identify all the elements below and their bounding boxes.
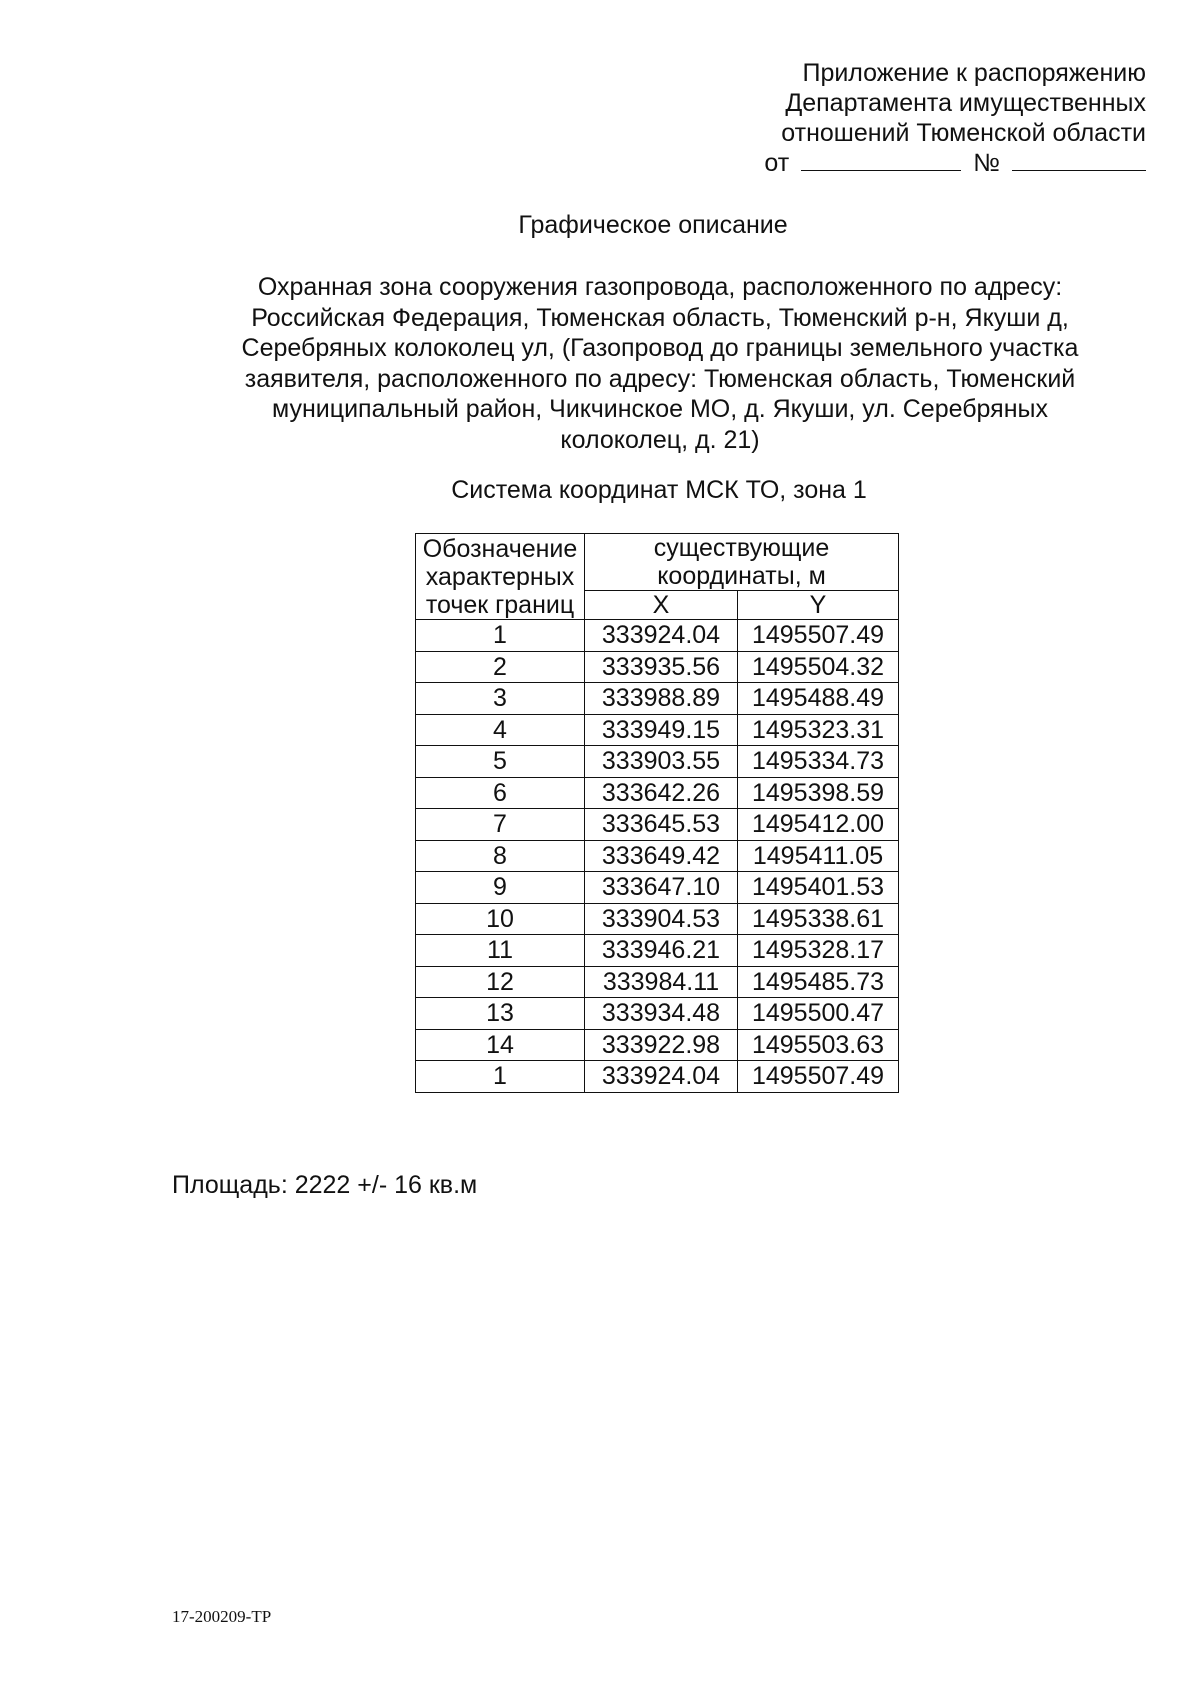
cell-point: 6 xyxy=(416,777,585,809)
header-line-1: Приложение к распоряжению xyxy=(802,59,1146,87)
coordinates-table xyxy=(415,533,899,1093)
cell-y: 1495412.00 xyxy=(738,809,899,841)
cell-point: 11 xyxy=(416,935,585,967)
table-row xyxy=(416,872,899,904)
point-designation-header xyxy=(416,534,585,620)
header-line-4 xyxy=(764,148,1146,178)
cell-y: 1495323.31 xyxy=(738,714,899,746)
header-text-line: точек границ xyxy=(425,590,575,619)
cell-point: 7 xyxy=(416,809,585,841)
cell-point: 13 xyxy=(416,998,585,1030)
from-label: от xyxy=(764,149,790,177)
description-line: Серебряных колоколец ул, (Газопровод до границы земельного участка xyxy=(241,334,1079,362)
description-line: Российская Федерация, Тюменская область, Тюменский р-н, Якуши д, xyxy=(251,303,1069,332)
cell-x: 333935.56 xyxy=(585,651,738,683)
table-row xyxy=(416,935,899,967)
description-line: колоколец, д. 21) xyxy=(560,425,760,454)
cell-x: 333647.10 xyxy=(585,872,738,904)
cell-x: 333649.42 xyxy=(585,840,738,872)
table-row xyxy=(416,777,899,809)
cell-point: 9 xyxy=(416,872,585,904)
cell-y: 1495398.59 xyxy=(738,777,899,809)
cell-y: 1495488.49 xyxy=(738,683,899,715)
appendix-header xyxy=(764,58,1146,178)
document-title: Графическое описание xyxy=(518,211,788,239)
cell-y: 1495338.61 xyxy=(738,903,899,935)
cell-y: 1495507.49 xyxy=(738,1061,899,1093)
description-line: Охранная зона сооружения газопровода, расположенного по адресу: xyxy=(257,273,1063,301)
table-row xyxy=(416,809,899,841)
header-line-2: Департамента имущественных xyxy=(785,89,1146,117)
cell-y: 1495411.05 xyxy=(738,840,899,872)
cell-y: 1495334.73 xyxy=(738,746,899,778)
cell-y: 1495401.53 xyxy=(738,872,899,904)
cell-point: 4 xyxy=(416,714,585,746)
cell-point: 12 xyxy=(416,966,585,998)
cell-point: 5 xyxy=(416,746,585,778)
cell-x: 333988.89 xyxy=(585,683,738,715)
table-row xyxy=(416,1029,899,1061)
cell-x: 333922.98 xyxy=(585,1029,738,1061)
date-blank-line xyxy=(801,148,961,171)
header-text-line: характерных xyxy=(425,562,575,591)
cell-point: 3 xyxy=(416,683,585,715)
description-line: заявителя, расположенного по адресу: Тюменская область, Тюменский xyxy=(244,364,1076,393)
cell-point: 10 xyxy=(416,903,585,935)
coordinates-table-body xyxy=(416,620,899,1093)
column-header-y: Y xyxy=(738,591,899,620)
cell-point: 14 xyxy=(416,1029,585,1061)
table-row xyxy=(416,651,899,683)
coordinate-system-caption: Система координат МСК ТО, зона 1 xyxy=(451,476,867,504)
cell-x: 333949.15 xyxy=(585,714,738,746)
cell-point: 8 xyxy=(416,840,585,872)
existing-coordinates-header xyxy=(585,534,899,591)
header-text-line: координаты, м xyxy=(657,562,826,590)
cell-y: 1495503.63 xyxy=(738,1029,899,1061)
cell-x: 333934.48 xyxy=(585,998,738,1030)
table-row xyxy=(416,998,899,1030)
document-number: 17-200209-ТР xyxy=(172,1607,272,1626)
cell-y: 1495328.17 xyxy=(738,935,899,967)
column-header-x: X xyxy=(585,591,738,620)
cell-x: 333904.53 xyxy=(585,903,738,935)
cell-y: 1495507.49 xyxy=(738,620,899,652)
description-line: муниципальный район, Чикчинское МО, д. Якуши, ул. Серебряных xyxy=(272,395,1048,423)
table-row xyxy=(416,714,899,746)
table-row xyxy=(416,966,899,998)
table-row xyxy=(416,620,899,652)
area-value: Площадь: 2222 +/- 16 кв.м xyxy=(172,1171,478,1199)
cell-x: 333946.21 xyxy=(585,935,738,967)
cell-x: 333984.11 xyxy=(585,966,738,998)
header-text-line: Обозначение xyxy=(422,534,578,563)
header-text-line: существующие xyxy=(653,534,830,562)
cell-x: 333924.04 xyxy=(585,620,738,652)
cell-x: 333642.26 xyxy=(585,777,738,809)
cell-y: 1495500.47 xyxy=(738,998,899,1030)
number-label: № xyxy=(973,149,1000,177)
cell-x: 333645.53 xyxy=(585,809,738,841)
cell-x: 333903.55 xyxy=(585,746,738,778)
object-description xyxy=(190,272,1130,455)
cell-x: 333924.04 xyxy=(585,1061,738,1093)
cell-point: 1 xyxy=(416,620,585,652)
cell-point: 2 xyxy=(416,651,585,683)
table-row xyxy=(416,746,899,778)
table-row xyxy=(416,683,899,715)
table-row xyxy=(416,1061,899,1093)
header-line-3: отношений Тюменской области xyxy=(781,119,1146,147)
cell-point: 1 xyxy=(416,1061,585,1093)
table-row xyxy=(416,840,899,872)
table-row xyxy=(416,903,899,935)
cell-y: 1495504.32 xyxy=(738,651,899,683)
cell-y: 1495485.73 xyxy=(738,966,899,998)
number-blank-line xyxy=(1012,148,1146,171)
